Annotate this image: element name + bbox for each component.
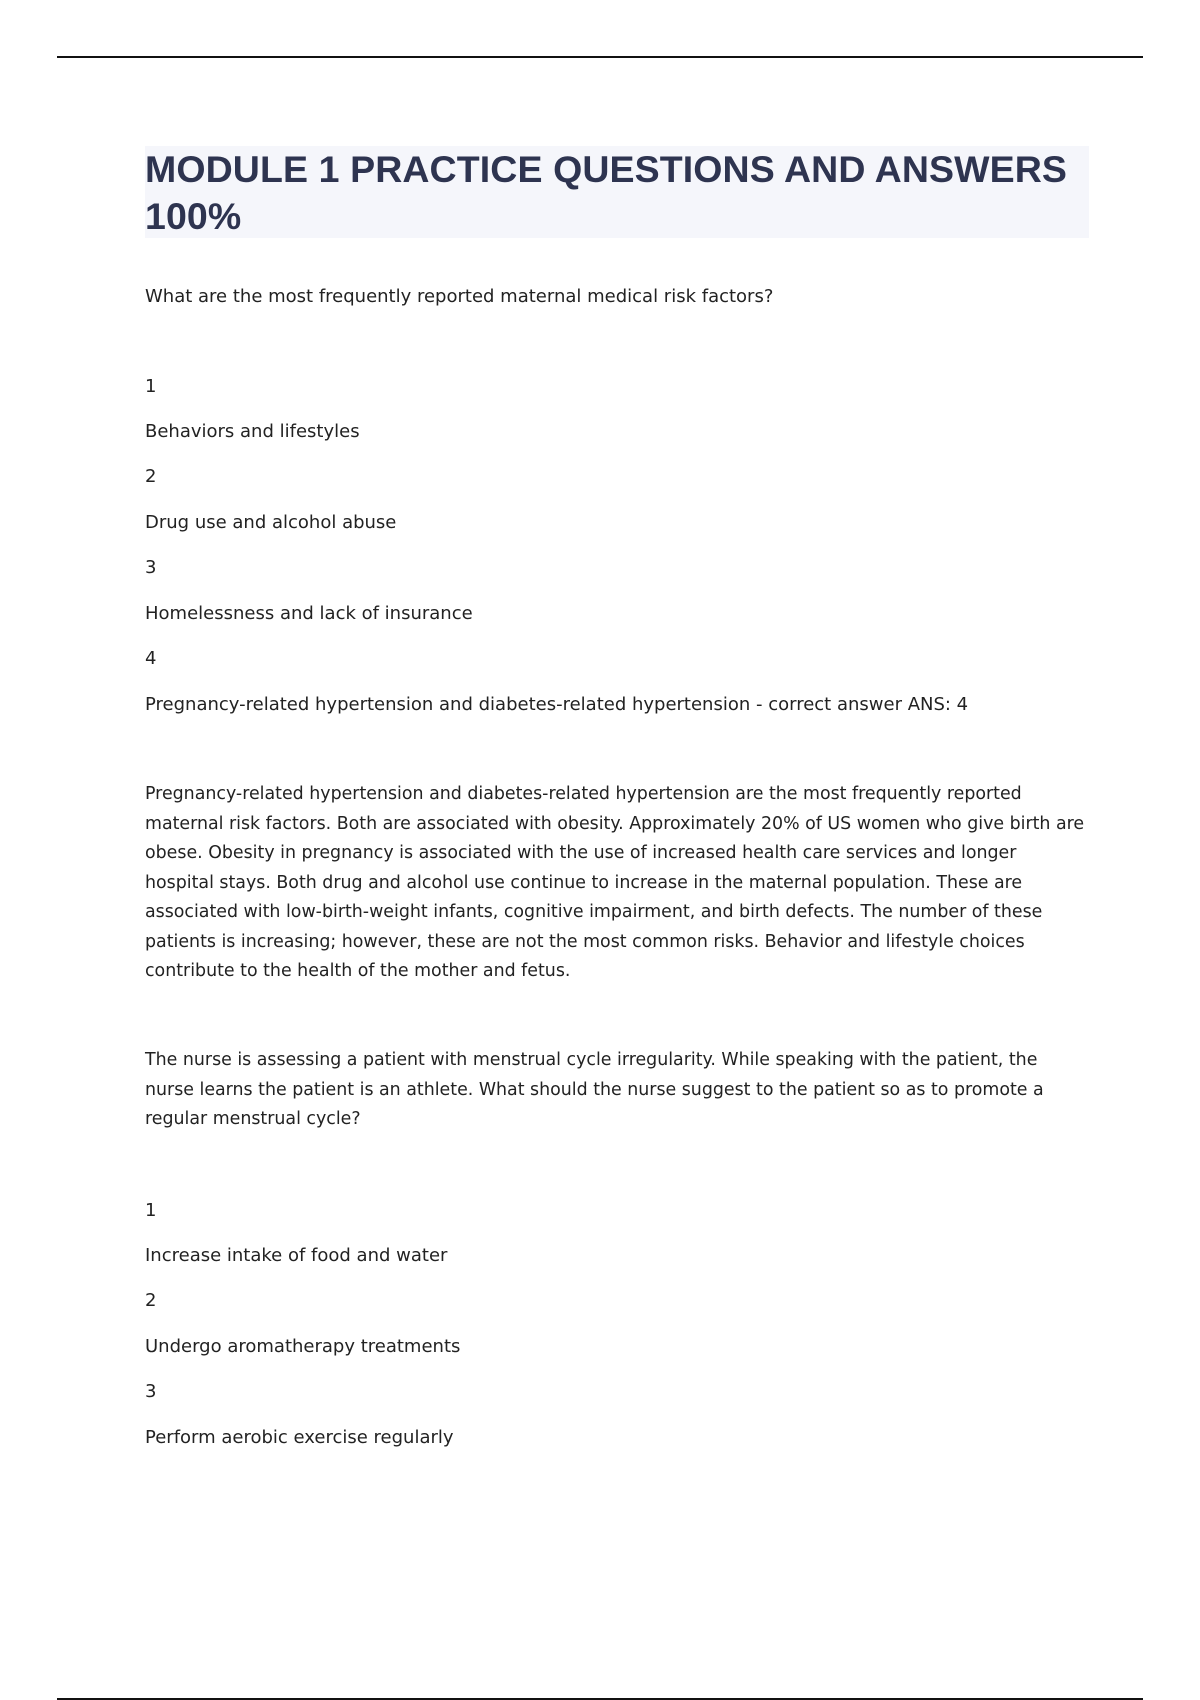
question-2-text: The nurse is assessing a patient with menstrual cycle irregularity. While speaking with the patient, the nurse learns the patient is an athlete. What should the nurse suggest to the patient so as to promote a regular menstrual cycle? (145, 1050, 1044, 1129)
q1-option-3-text: Homelessness and lack of insurance (145, 603, 473, 624)
q2-option-2-number: 2 (145, 1290, 157, 1311)
q1-option-3-number: 3 (145, 557, 157, 578)
q2-option-1-text: Increase intake of food and water (145, 1245, 448, 1266)
q1-option-2-number: 2 (145, 466, 157, 487)
q1-option-2-text: Drug use and alcohol abuse (145, 512, 397, 533)
document-title: MODULE 1 PRACTICE QUESTIONS AND ANSWERS 100% (145, 148, 1068, 237)
q1-option-4-number: 4 (145, 648, 157, 669)
question-1-text: What are the most frequently reported maternal medical risk factors? (145, 286, 774, 307)
q1-option-4-text-correct-answer: Pregnancy-related hypertension and diabetes-related hypertension - correct answer ANS: 4 (145, 694, 969, 715)
document-page (145, 146, 1089, 1448)
q1-option-1-text: Behaviors and lifestyles (145, 421, 360, 442)
header-rule (57, 56, 1143, 58)
question-1-rationale: Pregnancy-related hypertension and diabetes-related hypertension are the most frequently reported maternal risk factors. Both are associated with obesity. Approximately 20% of US women who give birth are obese. Obesity in pregnancy is associated with the use of increased health care services and longer hospital stays. Both drug and alcohol use continue to increase in the maternal population. These are associated with low-birth-weight infants, cognitive impairment, and birth defects. The number of these patients is increasing; however, these are not the most common risks. Behavior and lifestyle choices contribute to the health of the mother and fetus. (145, 784, 1085, 981)
q2-option-3-number: 3 (145, 1381, 157, 1402)
q2-option-1-number: 1 (145, 1200, 157, 1221)
q2-option-2-text: Undergo aromatherapy treatments (145, 1336, 461, 1357)
q2-option-3-text: Perform aerobic exercise regularly (145, 1427, 454, 1448)
title-block (145, 146, 1089, 238)
q1-option-1-number: 1 (145, 376, 157, 397)
